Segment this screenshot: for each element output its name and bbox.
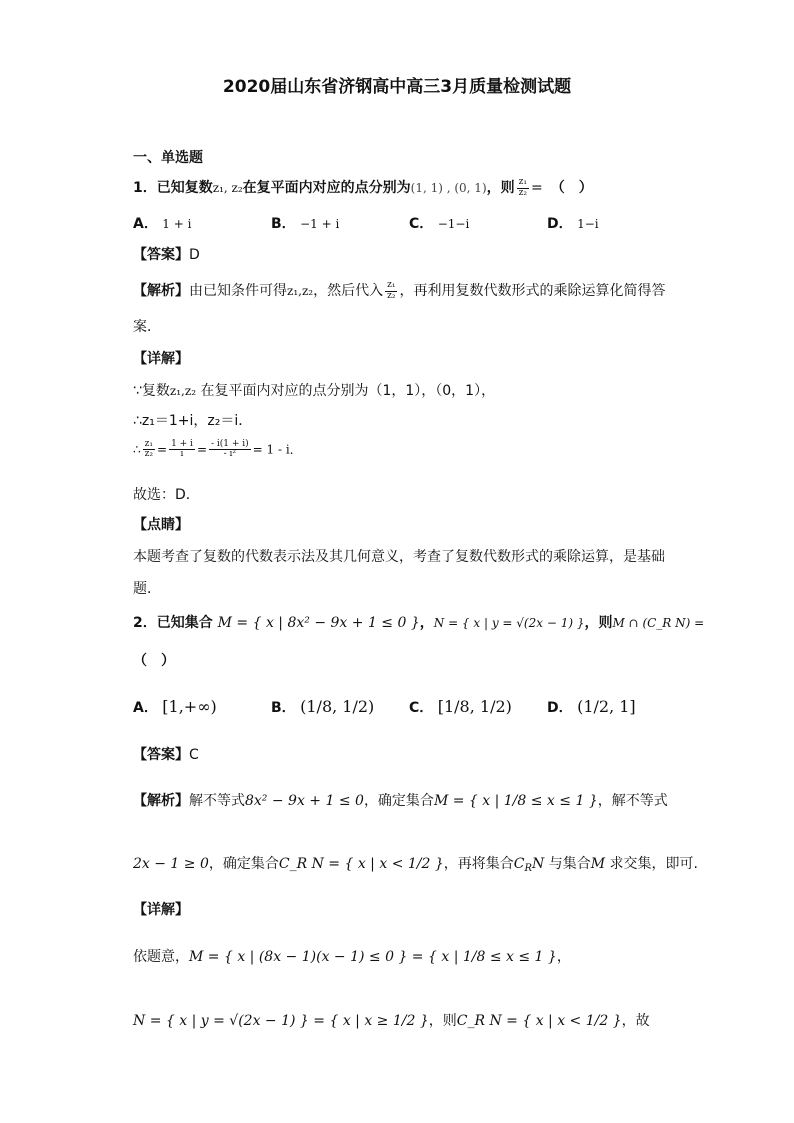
q1-stem-a: 已知复数	[156, 180, 213, 196]
q1-equals: =	[530, 180, 543, 196]
q1-detail-line4: 故选：D．	[133, 487, 200, 503]
q1-comment-line1: 本题考查了复数的代数表示法及其几何意义，考查了复数代数形式的乘除运算，是基础	[133, 549, 665, 565]
q1-paren: （ ）	[550, 180, 593, 196]
q2-expr: M ∩ (C_R N) =	[612, 616, 705, 630]
q1-detail-line2: ∴z₁＝1+i，z₂＝i．	[133, 413, 253, 429]
q2-option-c: C． [1/8, 1/2)	[409, 697, 512, 716]
section-heading: 一、单选题	[133, 150, 203, 166]
q1-stem-c: ，则	[486, 180, 515, 196]
q1-option-d: D． 1−i	[547, 216, 599, 232]
q1-fraction: $\frac{\text{z₁}}{\text{z₂}}$	[518, 177, 527, 198]
q1-detail-line3: ∴ $\frac{\text{z₁}}{\text{z₂}}$ = $\frac{1 + i}{i}$ = $\frac{- i(1 + i)}{\text{- i²}}$ = 1 - i．	[133, 439, 302, 460]
q1-comment-tag: 【点睛】	[133, 517, 189, 533]
q1-option-b: B． −1 + i	[271, 216, 340, 232]
q1-answer: 【答案】D	[133, 247, 200, 263]
q2-set-m: M = { x | 8x² − 9x + 1 ≤ 0 }	[217, 615, 420, 631]
q1-detail-line1: ∵复数z₁,z₂ 在复平面内对应的点分别为（1，1），（0，1），	[133, 383, 496, 399]
q2-detail-line1: 依题意，M = { x | (8x − 1)(x − 1) ≤ 0 } = { x | 1/8 ≤ x ≤ 1 }，	[133, 949, 571, 965]
q2-analysis-line1: 【解析】解不等式8x² − 9x + 1 ≤ 0，确定集合M = { x | 1/8 ≤ x ≤ 1 }，解不等式	[133, 793, 668, 809]
q2-detail-line2: N = { x | y = √(2x − 1) } = { x | x ≥ 1/2 }，则C_R N = { x | x < 1/2 }，故	[133, 1013, 650, 1029]
q1-stem-b: 在复平面内对应的点分别为	[242, 180, 411, 196]
q1-analysis-cont: 案．	[133, 319, 161, 335]
q1-analysis: 【解析】由已知条件可得z₁,z₂，然后代入 $\frac{\text{z₁}}{\text{z₂}}$ ，再利用复数代数形式的乘除运算化简得答	[133, 280, 666, 301]
q2-detail-tag: 【详解】	[133, 902, 189, 918]
q1-number: 1．	[133, 180, 157, 196]
q2-paren: （ ）	[133, 653, 175, 669]
q2-option-d: D． (1/2, 1]	[547, 697, 636, 716]
q1-vars: z₁, z₂	[212, 181, 243, 195]
page-title: 2020届山东省济钢高中高三3月质量检测试题	[222, 77, 572, 97]
q2-set-n: N = { x | y = √(2x − 1) }	[433, 616, 585, 630]
q1-points: (1, 1) , (0, 1)	[410, 181, 487, 195]
q1-comment-line2: 题．	[133, 581, 161, 597]
q2-analysis-line2: 2x − 1 ≥ 0，确定集合C_R N = { x | x < 1/2 }，再将集合$C_RN$ 与集合M 求交集，即可.	[133, 856, 698, 874]
q2-stem: 2．已知集合 M = { x | 8x² − 9x + 1 ≤ 0 }，N = { x | y = √(2x − 1) }，则M ∩ (C_R N) =	[133, 615, 705, 631]
q1-option-a: A． 1 + i	[133, 216, 192, 232]
q1-option-c: C． −1−i	[409, 216, 470, 232]
q2-option-a: A． [1,+∞)	[133, 697, 217, 716]
q2-answer: 【答案】C	[133, 747, 199, 763]
q1-detail-tag: 【详解】	[133, 351, 189, 367]
q2-option-b: B． (1/8, 1/2)	[271, 697, 375, 716]
q1-stem	[133, 177, 593, 198]
